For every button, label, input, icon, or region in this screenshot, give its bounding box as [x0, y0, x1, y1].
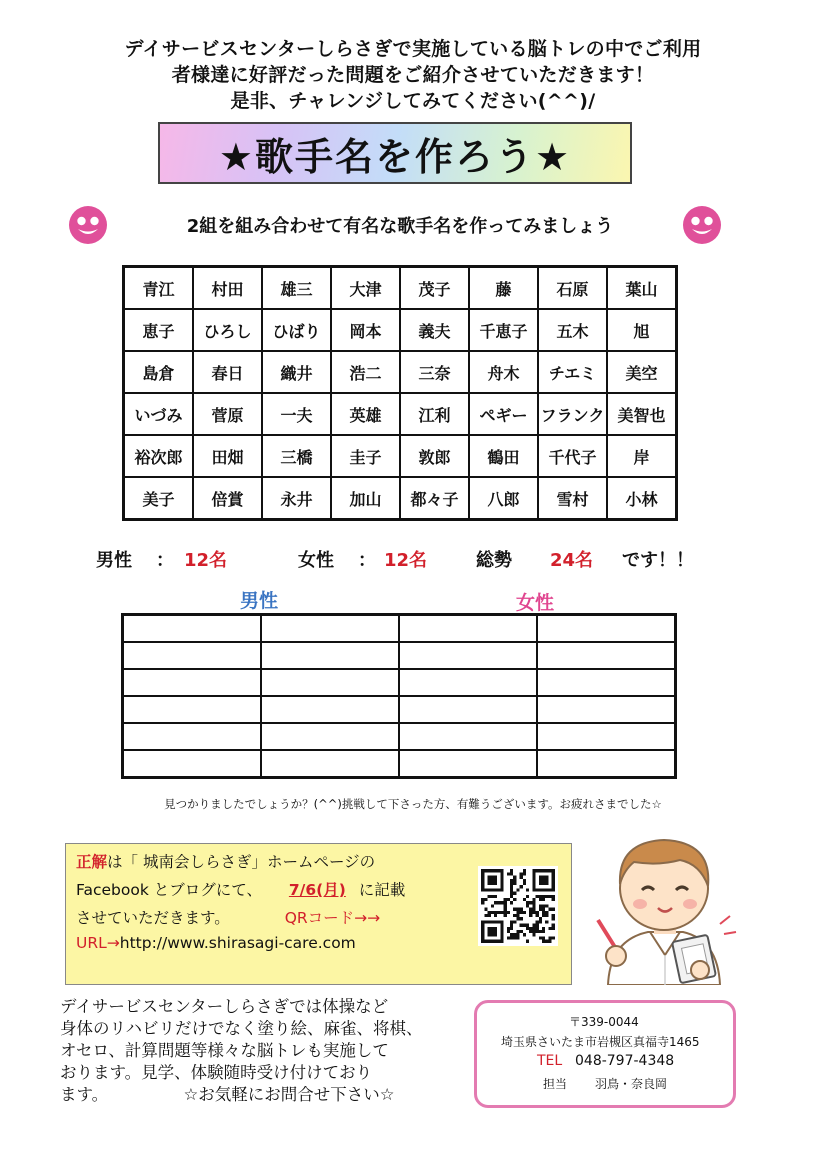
- answer-cell[interactable]: [537, 615, 676, 643]
- answer-row: [123, 696, 676, 723]
- grid-cell: 菅原: [193, 393, 262, 435]
- answer-cell[interactable]: [123, 696, 262, 723]
- grid-cell: 五木: [538, 309, 607, 351]
- answer-cell[interactable]: [537, 750, 676, 778]
- answer-cell[interactable]: [261, 669, 399, 696]
- separator: ：: [156, 550, 174, 571]
- answer-cell[interactable]: [123, 615, 262, 643]
- answer-cell[interactable]: [399, 750, 537, 778]
- smiley-icon: [68, 205, 108, 245]
- grid-cell: 一夫: [262, 393, 331, 435]
- grid-row: [124, 351, 677, 393]
- answer-row: [123, 615, 676, 643]
- title-banner: [158, 122, 632, 184]
- intro-line-1: デイサービスセンターしらさぎで実施している脳トレの中でご利用: [124, 38, 702, 60]
- male-count-label: 男性: [96, 550, 132, 571]
- answer-cell[interactable]: [261, 723, 399, 750]
- grid-cell: 雄三: [262, 267, 331, 310]
- grid-cell: 村田: [193, 267, 262, 310]
- grid-cell: 三奈: [400, 351, 469, 393]
- grid-cell: いづみ: [124, 393, 194, 435]
- facility-description: [60, 996, 480, 1106]
- grid-cell: 美子: [124, 477, 194, 520]
- answer-cell[interactable]: [537, 696, 676, 723]
- answer-row: [123, 642, 676, 669]
- answer-info-text: させていただきます。: [76, 909, 230, 927]
- nurse-illustration: [588, 820, 738, 985]
- answer-table: [121, 613, 677, 779]
- grid-cell: 江利: [400, 393, 469, 435]
- intro-line-2: 者様達に好評だった問題をご紹介させていただきます！: [171, 64, 655, 86]
- answer-cell[interactable]: [261, 642, 399, 669]
- grid-cell: 美空: [607, 351, 677, 393]
- answer-cell[interactable]: [537, 642, 676, 669]
- answer-row: [123, 669, 676, 696]
- description-text: ます。: [60, 1085, 109, 1104]
- grid-cell: 旭: [607, 309, 677, 351]
- female-count-label: 女性: [298, 550, 334, 571]
- grid-cell: 鶴田: [469, 435, 538, 477]
- grid-cell: 加山: [331, 477, 400, 520]
- grid-cell: 圭子: [331, 435, 400, 477]
- grid-cell: 都々子: [400, 477, 469, 520]
- total-count-label: 総勢: [476, 550, 512, 571]
- grid-cell: 青江: [124, 267, 194, 310]
- answer-cell[interactable]: [123, 723, 262, 750]
- grid-cell: 雪村: [538, 477, 607, 520]
- male-column-header: 男性: [240, 590, 279, 612]
- grid-cell: 田畑: [193, 435, 262, 477]
- grid-cell: フランク: [538, 393, 607, 435]
- grid-cell: チエミ: [538, 351, 607, 393]
- grid-cell: 千代子: [538, 435, 607, 477]
- grid-cell: 葉山: [607, 267, 677, 310]
- answer-label: 正解: [76, 853, 108, 871]
- intro-text: [0, 36, 826, 114]
- grid-cell: 織井: [262, 351, 331, 393]
- grid-cell: 大津: [331, 267, 400, 310]
- phone-number[interactable]: 048-797-4348: [575, 1053, 675, 1069]
- count-suffix: です！！: [622, 550, 694, 571]
- grid-cell: 義夫: [400, 309, 469, 351]
- female-column-header: 女性: [516, 592, 555, 614]
- answer-cell[interactable]: [261, 696, 399, 723]
- grid-cell: ペギー: [469, 393, 538, 435]
- answer-cell[interactable]: [123, 669, 262, 696]
- website-link[interactable]: http://www.shirasagi-care.com: [119, 934, 356, 952]
- answer-info-text: Facebook とブログにて、: [76, 881, 262, 899]
- thanks-message: 見つかりましたでしょうか？(^^)挑戦して下さった方、有難うございます。お疲れさまでした☆: [164, 797, 662, 811]
- answer-info-line-1: [76, 850, 375, 872]
- grid-cell: 美智也: [607, 393, 677, 435]
- count-line: [96, 546, 736, 576]
- staff-names: 羽鳥・奈良岡: [595, 1077, 668, 1091]
- name-grid: [122, 265, 678, 521]
- answer-cell[interactable]: [399, 615, 537, 643]
- qr-code-icon[interactable]: [478, 866, 558, 946]
- answer-info-line-3: [76, 906, 380, 928]
- answer-cell[interactable]: [261, 750, 399, 778]
- separator: ：: [358, 550, 376, 571]
- answer-info-line-4: [76, 934, 356, 952]
- grid-cell: 春日: [193, 351, 262, 393]
- tel-label: TEL: [537, 1053, 563, 1069]
- inquiry-invitation: ☆お気軽にお問合せ下さい☆: [183, 1085, 395, 1104]
- grid-cell: 八郎: [469, 477, 538, 520]
- grid-row: [124, 267, 677, 310]
- grid-cell: 石原: [538, 267, 607, 310]
- grid-cell: 岡本: [331, 309, 400, 351]
- grid-cell: 岸: [607, 435, 677, 477]
- page-title: ★歌手名を作ろう★: [218, 134, 572, 179]
- answer-cell[interactable]: [123, 642, 262, 669]
- grid-cell: 島倉: [124, 351, 194, 393]
- answer-cell[interactable]: [399, 669, 537, 696]
- total-count-value: 24名: [550, 550, 594, 571]
- grid-cell: 舟木: [469, 351, 538, 393]
- answer-info-text: は「 城南会しらさぎ」ホームページの: [107, 853, 376, 871]
- grid-cell: 小林: [607, 477, 677, 520]
- answer-info-text: に記載: [358, 881, 406, 899]
- grid-cell: ひばり: [262, 309, 331, 351]
- answer-cell[interactable]: [537, 723, 676, 750]
- grid-cell: 英雄: [331, 393, 400, 435]
- postal-code: 〒339-0044: [569, 1015, 639, 1029]
- grid-cell: 藤: [469, 267, 538, 310]
- answer-row: [123, 723, 676, 750]
- address: 埼玉県さいたま市岩槻区真福寺1465: [501, 1035, 700, 1049]
- description-line: おります。見学、体験随時受け付けており: [60, 1063, 373, 1082]
- grid-cell: 敦郎: [400, 435, 469, 477]
- grid-row: [124, 435, 677, 477]
- answer-cell[interactable]: [399, 696, 537, 723]
- grid-cell: 裕次郎: [124, 435, 194, 477]
- url-label: URL→: [76, 934, 120, 952]
- answer-row: [123, 750, 676, 778]
- staff-label: 担当: [543, 1077, 568, 1091]
- answer-cell[interactable]: [399, 723, 537, 750]
- instruction-text: 2組を組み合わせて有名な歌手名を作ってみましょう: [186, 216, 614, 237]
- smiley-icon: [682, 205, 722, 245]
- grid-cell: 倍賞: [193, 477, 262, 520]
- grid-cell: 浩二: [331, 351, 400, 393]
- female-count-value: 12名: [384, 550, 428, 571]
- grid-cell: ひろし: [193, 309, 262, 351]
- answer-date: 7/6(月): [288, 881, 346, 899]
- answer-cell[interactable]: [537, 669, 676, 696]
- description-line: デイサービスセンターしらさぎでは体操など: [60, 997, 389, 1016]
- grid-cell: 千恵子: [469, 309, 538, 351]
- description-line: [60, 1084, 480, 1106]
- qr-code-pointer: QRコード→→: [284, 909, 381, 927]
- answer-info-line-2: [76, 878, 405, 900]
- contact-box: [474, 1000, 736, 1108]
- intro-line-3: 是非、チャレンジしてみてください(^^)/: [230, 90, 596, 112]
- answer-cell[interactable]: [399, 642, 537, 669]
- grid-cell: 恵子: [124, 309, 194, 351]
- grid-row: [124, 477, 677, 520]
- grid-row: [124, 393, 677, 435]
- male-count-value: 12名: [184, 550, 228, 571]
- description-line: 身体のリハビリだけでなく塗り絵、麻雀、将棋、: [60, 1019, 423, 1038]
- answer-cell[interactable]: [261, 615, 399, 643]
- grid-cell: 永井: [262, 477, 331, 520]
- description-line: オセロ、計算問題等様々な脳トレも実施して: [60, 1041, 389, 1060]
- answer-cell[interactable]: [123, 750, 262, 778]
- grid-cell: 茂子: [400, 267, 469, 310]
- grid-cell: 三橋: [262, 435, 331, 477]
- grid-row: [124, 309, 677, 351]
